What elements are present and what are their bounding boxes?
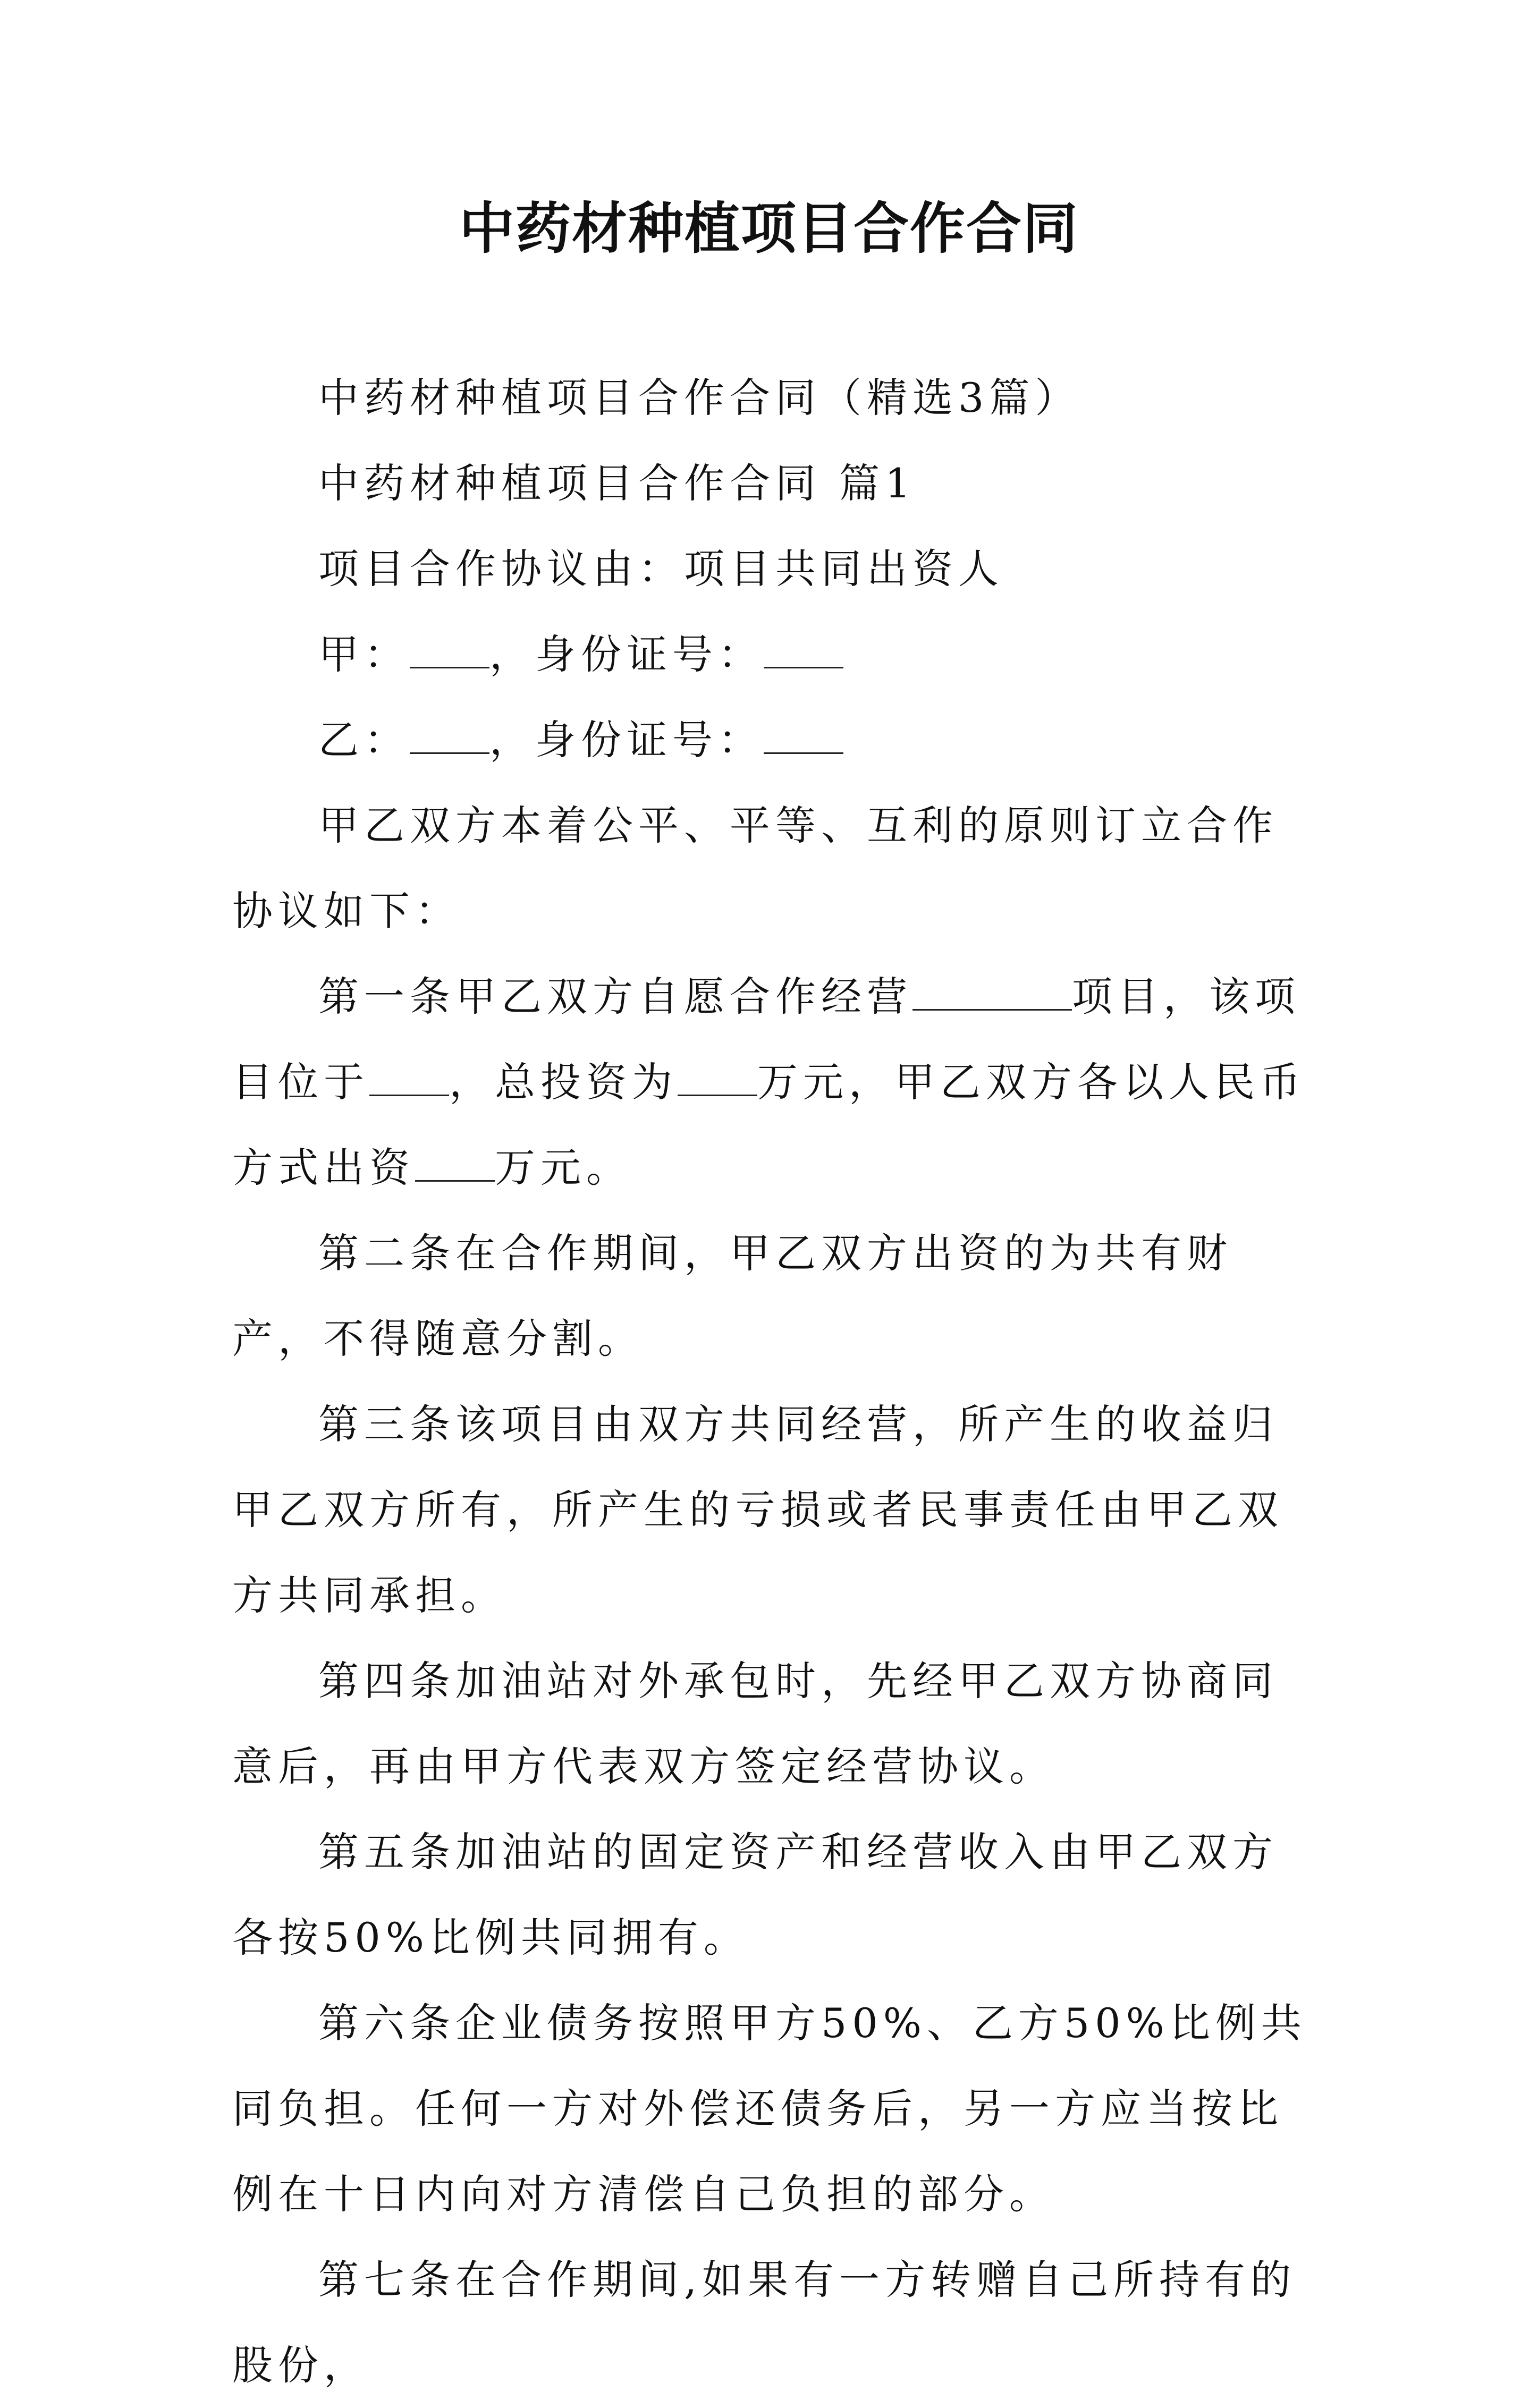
article-3: 第三条该项目由双方共同经营，所产生的收益归甲乙双方所有，所产生的亏损或者民事责任由甲乙双方共同承担。	[232, 1401, 1283, 1619]
party-a-id-blank	[764, 635, 843, 668]
party-b-id-blank	[764, 720, 843, 754]
article-1	[232, 954, 1311, 1210]
party-a-name-blank	[410, 635, 489, 668]
article-7: 第七条在合作期间,如果有一方转赠自己所持有的股份，	[232, 2256, 1297, 2389]
party-a-label: 甲：	[318, 631, 410, 678]
article-1-text-5: 万元。	[495, 1144, 632, 1191]
document-body	[232, 355, 1311, 2408]
article-4: 第四条加油站对外承包时，先经甲乙双方协商同意后，再由甲方代表双方签定经营协议。	[232, 1657, 1278, 1790]
party-b-line	[232, 697, 1311, 783]
article-5: 第五条加油站的固定资产和经营收入由甲乙双方各按50%比例共同拥有。	[232, 1828, 1278, 1961]
article-1-text-4: 万元，甲乙双方各以人民币方式出资	[232, 1058, 1306, 1191]
project-name-blank	[912, 977, 1072, 1011]
party-b-label: 乙：	[318, 716, 410, 764]
article-2: 第二条在合作期间，甲乙双方出资的为共有财产，不得随意分割。	[232, 1230, 1232, 1362]
article-1-text-2: 项目，该项目位于	[232, 973, 1300, 1106]
location-blank	[369, 1063, 449, 1096]
section-heading: 中药材种植项目合作合同 篇1	[318, 460, 916, 507]
intro-paragraph: 甲乙双方本着公平、平等、互利的原则订立合作协议如下：	[232, 802, 1278, 935]
article-1-text-3: ，总投资为	[449, 1058, 678, 1106]
party-a-id-label: ，身份证号：	[489, 631, 764, 678]
subtitle-line: 中药材种植项目合作合同（精选3篇）	[318, 374, 1081, 421]
party-b-id-label: ，身份证号：	[489, 716, 764, 764]
article-1-text-1: 第一条甲乙双方自愿合作经营	[318, 973, 912, 1020]
agreement-parties-line: 项目合作协议由：项目共同出资人	[318, 545, 1004, 592]
total-investment-blank	[678, 1063, 757, 1096]
article-6: 第六条企业债务按照甲方50%、乙方50%比例共同负担。任何一方对外偿还债务后，另一方应当按比例在十日内向对方清偿自己负担的部分。	[232, 1999, 1307, 2218]
document-title: 中药材种植项目合作合同	[459, 196, 1079, 261]
party-a-line	[232, 612, 1311, 697]
party-b-name-blank	[410, 720, 489, 754]
contribution-blank	[415, 1148, 495, 1182]
